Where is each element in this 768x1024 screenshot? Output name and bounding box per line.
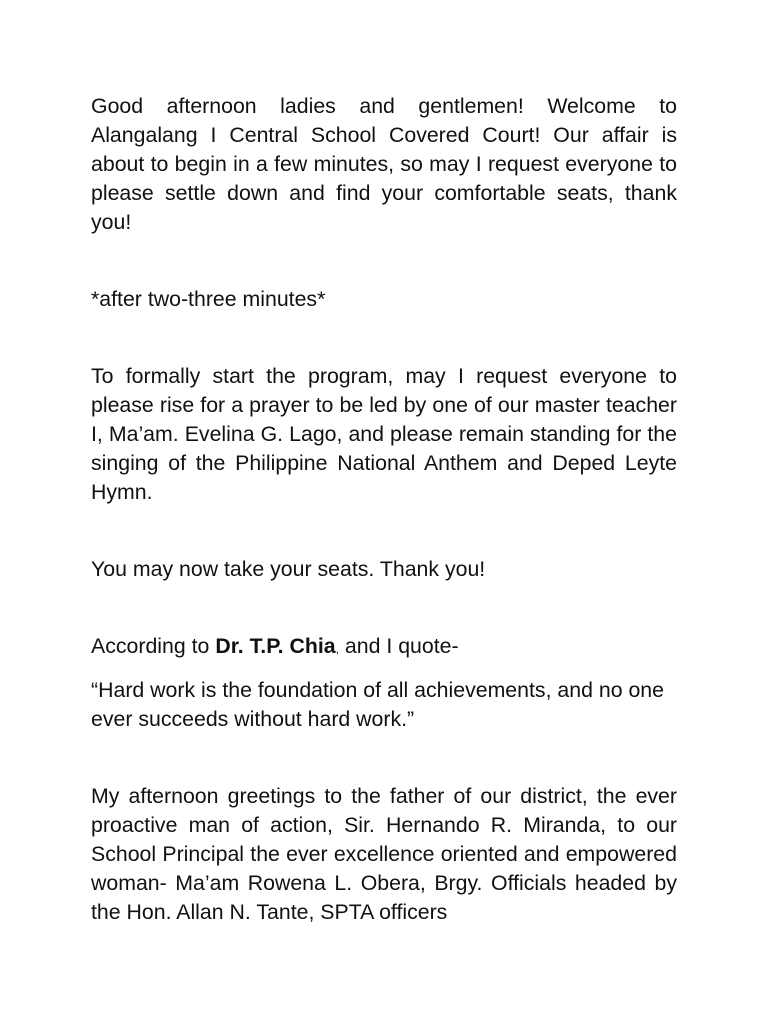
welcome-paragraph: Good afternoon ladies and gentlemen! Welcome to Alangalang I Central School Covered Court! Our affair is about to begin in a few minutes, so may I request everyone to please settle down and find your comfortable seats, thank you!: [91, 94, 677, 234]
quote-intro-prefix: According to: [91, 634, 216, 658]
greetings-paragraph: My afternoon greetings to the father of our district, the ever proactive man of action, Sir. Hernando R. Miranda, to our School Principal the ever excellence oriented and empowered woman- Ma’am Rowena L. Obera, Brgy. Officials headed by the Hon. Allan N. Tante, SPTA officers: [91, 784, 677, 924]
quote-intro-suffix: and I quote-: [339, 634, 459, 658]
quote-intro-comma: ,: [335, 642, 339, 656]
prayer-paragraph: To formally start the program, may I request everyone to please rise for a prayer to be led by one of our master teacher I, Ma’am. Evelina G. Lago, and please remain standing for the singing of the Philippine National Anthem and Deped Leyte Hymn.: [91, 364, 677, 504]
stage-direction: *after two-three minutes*: [91, 287, 326, 311]
seats-paragraph: You may now take your seats. Thank you!: [91, 557, 486, 581]
quoted-author: Dr. T.P. Chia: [215, 634, 336, 658]
quote-intro: [91, 632, 677, 664]
quote-text: “Hard work is the foundation of all achievements, and no one ever succeeds without hard work.”: [91, 678, 664, 731]
document-page: [91, 92, 677, 927]
